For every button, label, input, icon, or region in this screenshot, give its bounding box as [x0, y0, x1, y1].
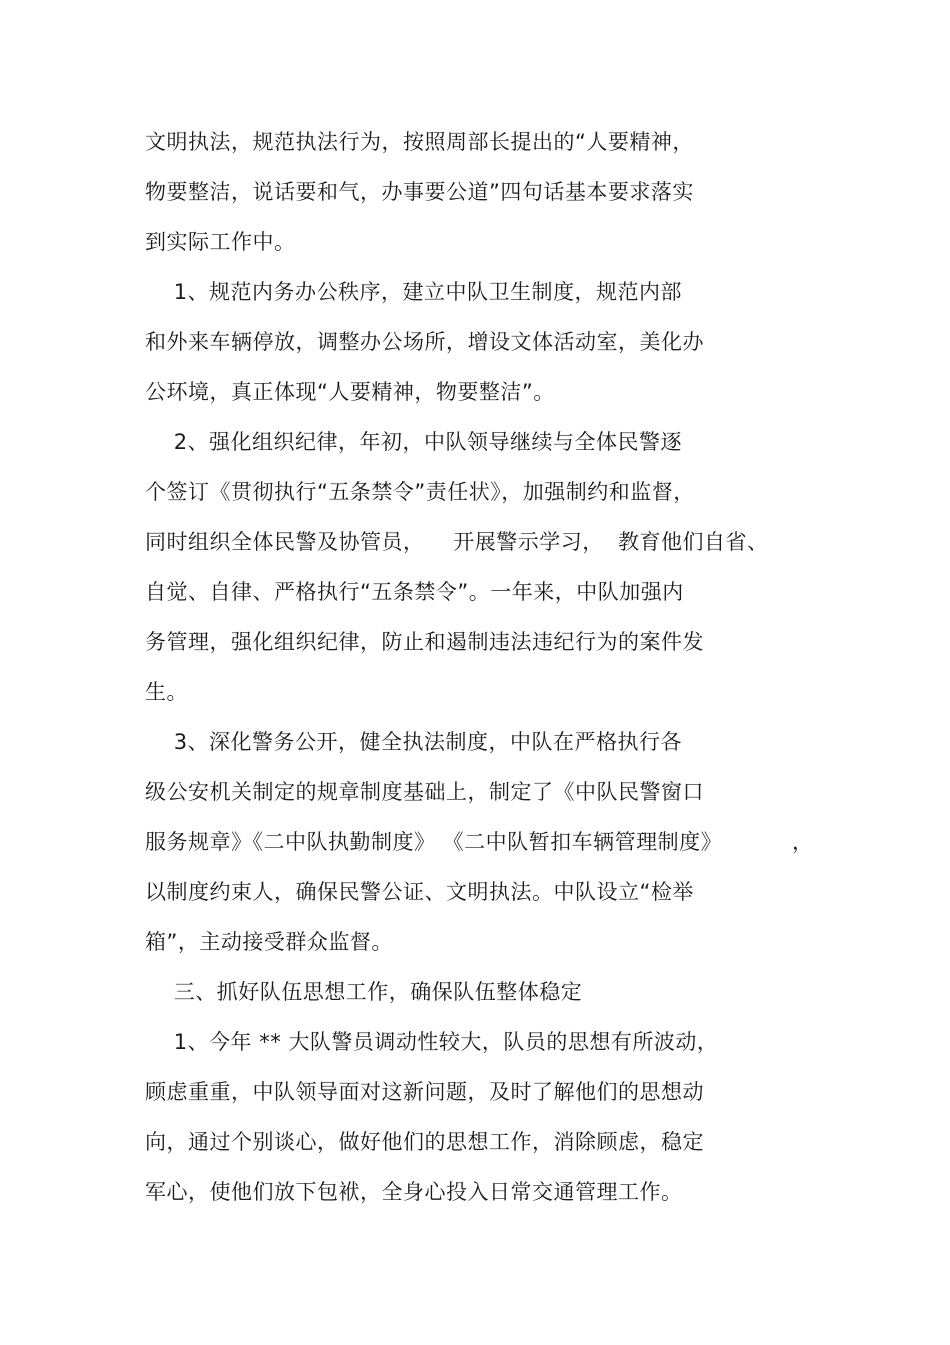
- text-line: 同时组织全体民警及协管员， 开展警示学习， 教育他们自省、: [145, 530, 769, 554]
- text-line: 服务规章》《二中队执勤制度》 《二中队暂扣车辆管理制度》: [145, 830, 723, 854]
- text-line: 向，通过个别谈心，做好他们的思想工作，消除顾虑，稳定: [145, 1130, 704, 1154]
- text-line: 文明执法，规范执法行为，按照周部长提出的“人要精神，: [145, 130, 694, 154]
- text-line: 军心，使他们放下包袱，全身心投入日常交通管理工作。: [145, 1180, 683, 1204]
- text-line: 物要整洁，说话要和气，办事要公道”四句话基本要求落实: [145, 180, 694, 204]
- text-line: 和外来车辆停放，调整办公场所，增设文体活动室，美化办: [145, 330, 704, 354]
- text-line: 公环境，真正体现“人要精神，物要整洁”。: [145, 380, 555, 404]
- text-line: 2、强化组织纪律，年初，中队领导继续与全体民警逐: [145, 430, 683, 454]
- text-line: 1、规范内务办公秩序，建立中队卫生制度，规范内部: [145, 280, 683, 304]
- text-line: 箱”，主动接受群众监督。: [145, 930, 393, 954]
- text-line: 务管理，强化组织纪律，防止和遏制违法违纪行为的案件发: [145, 630, 704, 654]
- text-line: 3、深化警务公开，健全执法制度，中队在严格执行各: [145, 730, 683, 754]
- text-line: 1、今年 ** 大队警员调动性较大，队员的思想有所波动，: [145, 1030, 719, 1054]
- text-line: 个签订《贯彻执行“五条禁令”责任状》，加强制约和监督，: [145, 480, 695, 504]
- text-line: 生。: [145, 680, 188, 704]
- text-line: 以制度约束人，确保民警公证、文明执法。中队设立“检举: [145, 880, 694, 904]
- text-line: 级公安机关制定的规章制度基础上，制定了《中队民警窗口: [145, 780, 704, 804]
- section-heading: 三、抓好队伍思想工作，确保队伍整体稳定: [145, 980, 583, 1004]
- text-line: 到实际工作中。: [145, 230, 296, 254]
- text-line: 顾虑重重，中队领导面对这新问题，及时了解他们的思想动: [145, 1080, 704, 1104]
- trailing-comma: ，: [792, 830, 813, 854]
- text-line: 自觉、自律、严格执行“五条禁令”。一年来，中队加强内: [145, 580, 684, 604]
